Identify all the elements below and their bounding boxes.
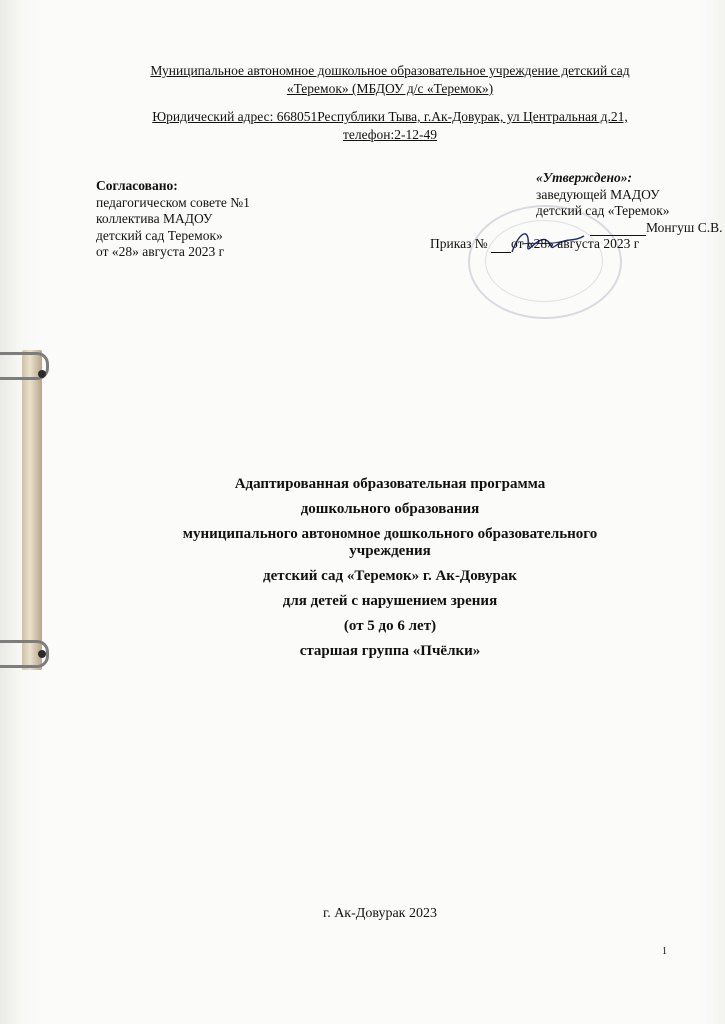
program-line8: старшая группа «Пчёлки» <box>299 643 481 659</box>
agreed-block <box>96 178 336 261</box>
document-header <box>90 62 690 144</box>
agreed-line2: коллектива МАДОУ <box>96 211 213 226</box>
agreed-line1: педагогическом совете №1 <box>96 194 250 210</box>
program-title <box>110 476 670 668</box>
program-line5: детский сад «Теремок» г. Ак-Довурак <box>263 568 517 584</box>
city-year: г. Ак-Довурак 2023 <box>323 906 437 921</box>
binder-spine <box>22 350 42 670</box>
approved-title: «Утверждено»: <box>536 170 632 185</box>
agreed-title: Согласовано: <box>96 178 178 193</box>
page-number: 1 <box>662 946 667 957</box>
program-line3: муниципального автономное дошкольного образовательного <box>182 526 598 542</box>
punch-hole-top <box>38 370 46 378</box>
approved-line3: Монгуш С.В. <box>646 219 723 235</box>
order-row <box>430 236 690 253</box>
punch-hole-bottom <box>38 650 46 658</box>
approved-line1: заведующей МАДОУ <box>536 186 660 202</box>
program-line1: Адаптированная образовательная программа <box>234 476 546 492</box>
org-name-line1: Муниципальное автономное дошкольное образовательное учреждение детский сад <box>150 63 630 78</box>
address-line2: телефон:2-12-49 <box>343 127 437 142</box>
signature-line <box>590 223 646 236</box>
order-prefix: Приказ № <box>430 236 488 251</box>
order-number-blank <box>491 240 511 253</box>
org-name-line2: «Теремок» (МБДОУ д/с «Теремок») <box>286 81 494 96</box>
approved-line2: детский сад «Теремок» <box>536 203 670 218</box>
program-line2: дошкольного образования <box>300 501 480 517</box>
program-line4: учреждения <box>349 543 431 559</box>
approved-line3-row <box>430 219 723 237</box>
address-line1: Юридический адрес: 668051Республики Тыва, г.Ак-Довурак, ул Центральная д.21, <box>152 109 628 124</box>
program-line6: для детей с нарушением зрения <box>282 593 498 609</box>
program-line7: (от 5 до 6 лет) <box>343 618 437 634</box>
approved-block <box>430 170 723 253</box>
agreed-line3: детский сад Теремок» <box>96 227 223 243</box>
order-date: от «28» августа 2023 г <box>511 236 640 251</box>
agreed-line4: от «28» августа 2023 г <box>96 244 225 259</box>
